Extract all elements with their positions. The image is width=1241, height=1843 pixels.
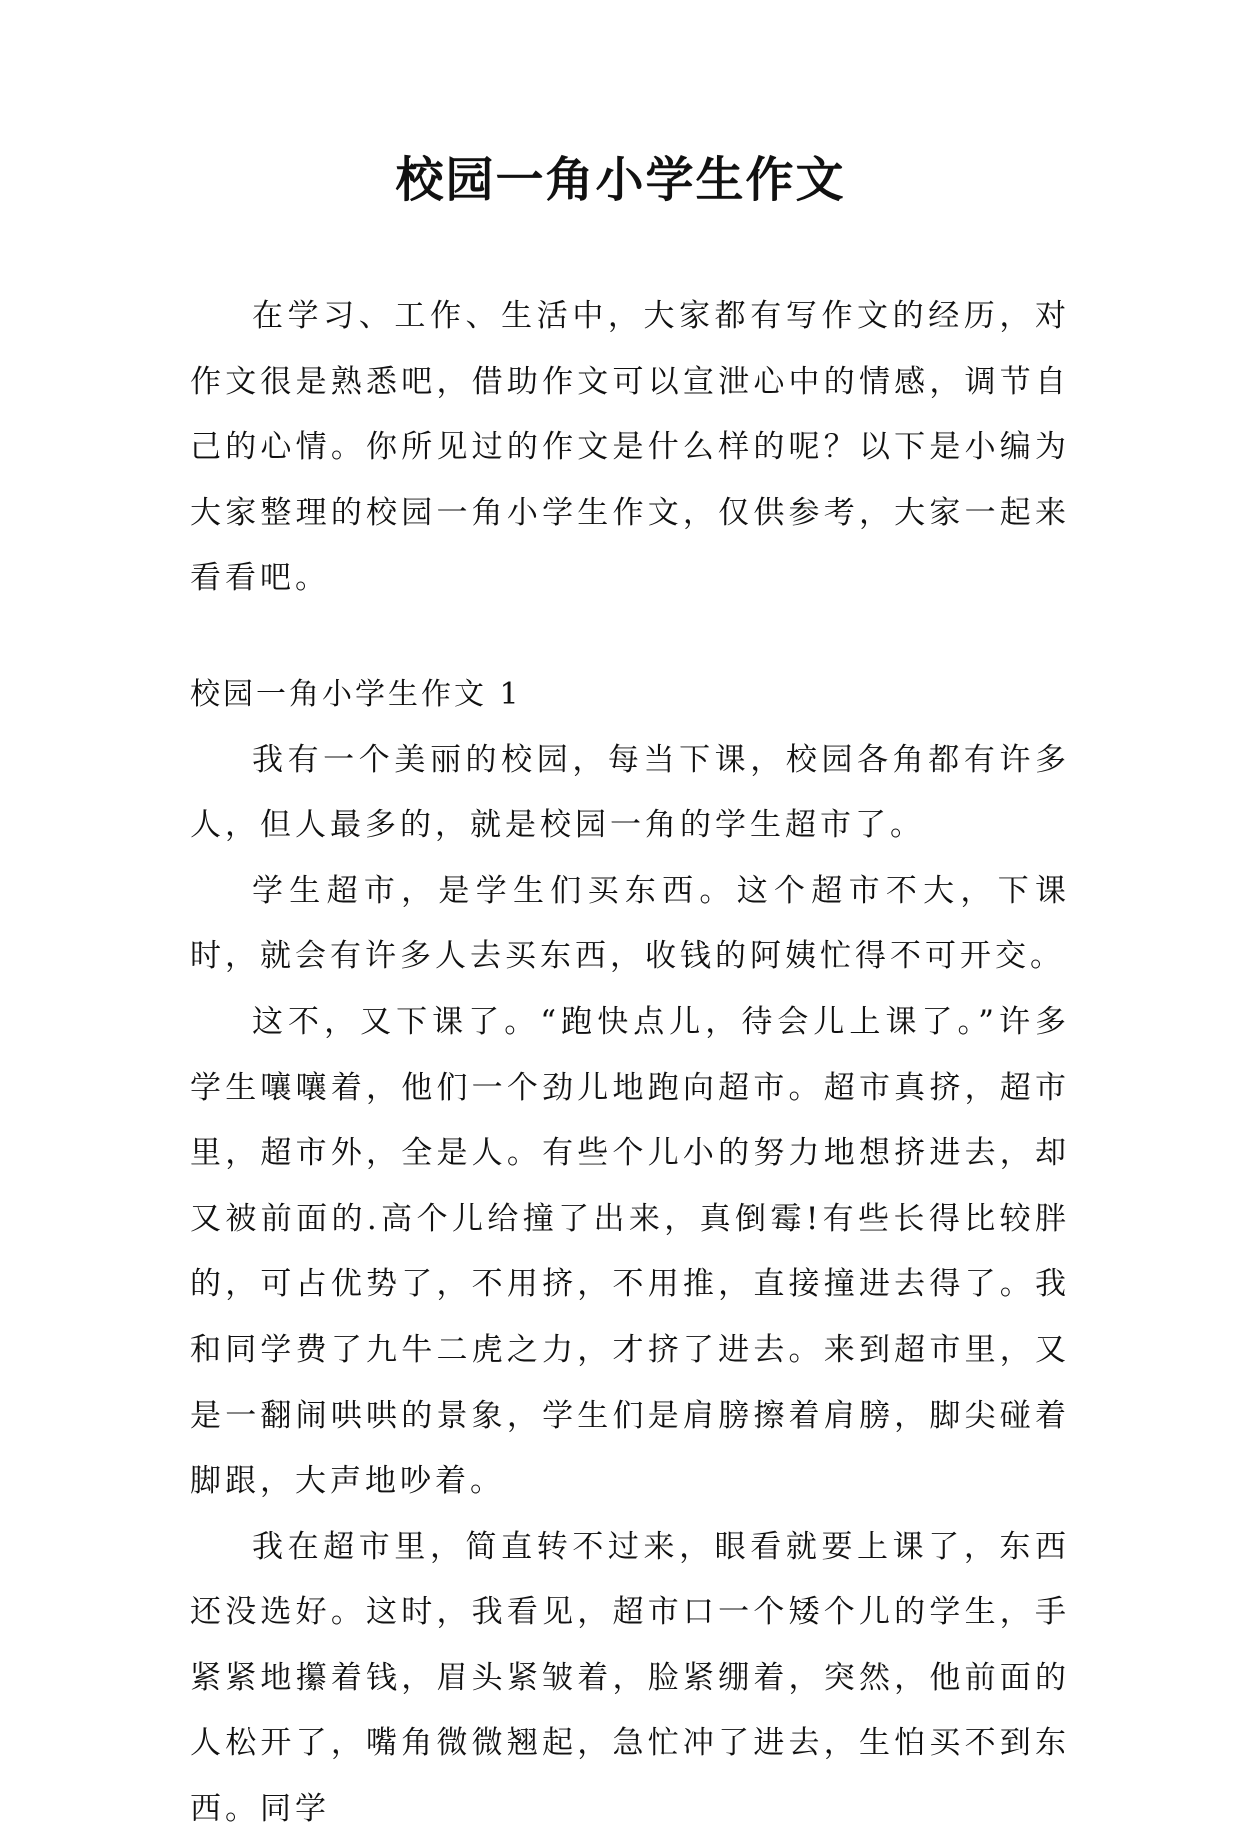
- document-title: 校园一角小学生作文: [395, 152, 846, 208]
- body-paragraph-1: 我有一个美丽的校园，每当下课，校园各角都有许多人，但人最多的，就是校园一角的学生超市了。: [190, 741, 1070, 844]
- intro-paragraph: 在学习、工作、生活中，大家都有写作文的经历，对作文很是熟悉吧，借助作文可以宣泄心中的情感，调节自己的心情。你所见过的作文是什么样的呢？以下是小编为大家整理的校园一角小学生作文，仅供参考，大家一起来看看吧。: [190, 298, 1070, 597]
- body-paragraph-4: 我在超市里，简直转不过来，眼看就要上课了，东西还没选好。这时，我看见，超市口一个矮个儿的学生，手紧紧地攥着钱，眉头紧皱着，脸紧绷着，突然，他前面的人松开了，嘴角微微翘起，急忙冲了进去，生怕买不到东西。同学: [190, 1528, 1070, 1828]
- body-paragraph-3: 这不，又下课了。“跑快点儿，待会儿上课了。”许多学生嚷嚷着，他们一个劲儿地跑向超市。超市真挤，超市里，超市外，全是人。有些个儿小的努力地想挤进去，却又被前面的.高个儿给撞了出来，真倒霉!有些长得比较胖的，可占优势了，不用挤，不用推，直接撞进去得了。我和同学费了九牛二虎之力，才挤了进去。来到超市里，又是一翻闹哄哄的景象，学生们是肩膀擦着肩膀，脚尖碰着脚跟，大声地吵着。: [190, 1003, 1070, 1500]
- section-heading: 校园一角小学生作文 1: [190, 676, 522, 712]
- document-body: [190, 284, 1070, 1843]
- body-paragraph-2: 学生超市，是学生们买东西。这个超市不大，下课时，就会有许多人去买东西，收钱的阿姨忙得不可开交。: [190, 872, 1070, 975]
